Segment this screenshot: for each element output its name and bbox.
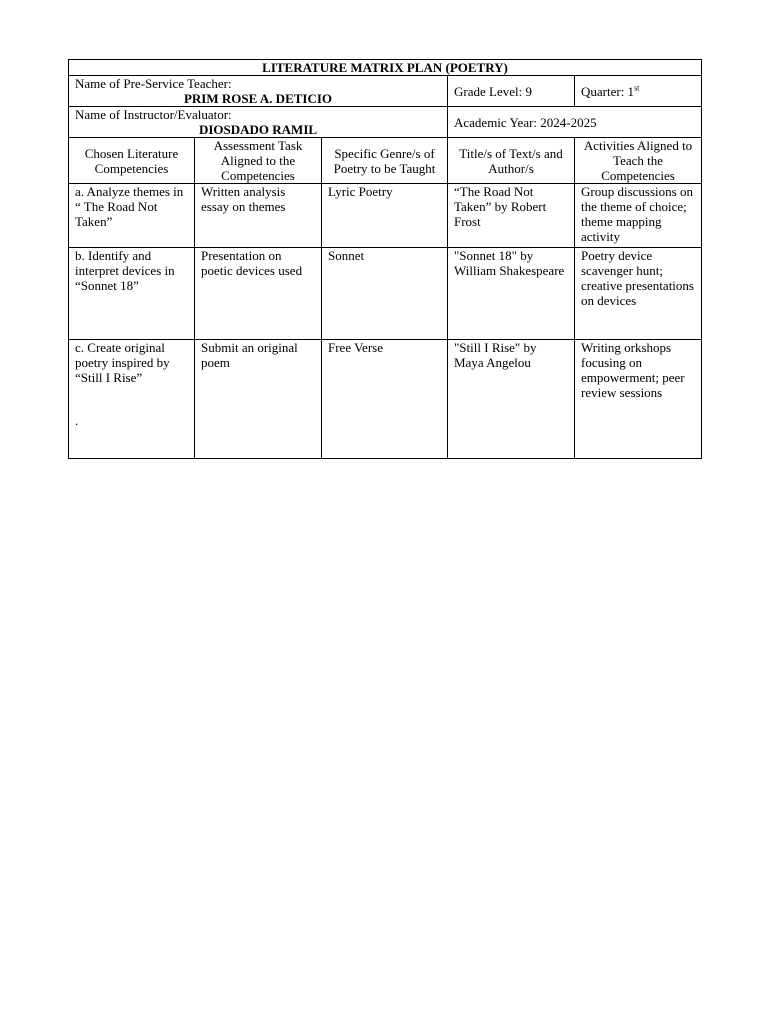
title-row <box>69 60 702 76</box>
competency-cell <box>69 340 195 459</box>
academic-year <box>448 107 702 138</box>
quarter <box>575 76 702 107</box>
assessment-cell: Submit an original poem <box>195 340 322 459</box>
header-row <box>69 138 702 184</box>
activities-cell: Poetry device scavenger hunt; creative presentations on devices <box>575 248 702 340</box>
text-author-cell: “The Road Not Taken” by Robert Frost <box>448 184 575 248</box>
header-competencies: Chosen Literature Competencies <box>69 138 195 184</box>
table-row <box>69 340 702 459</box>
quarter-label: Quarter: 1 <box>581 83 635 99</box>
teacher-cell <box>69 76 448 107</box>
quarter-suffix: st <box>634 83 640 93</box>
instructor-row <box>69 107 702 138</box>
header-activities: Activities Aligned to Teach the Competencies <box>575 138 702 184</box>
activities-cell: Writing orkshops focusing on empowerment; peer review sessions <box>575 340 702 459</box>
instructor-cell <box>69 107 448 138</box>
assessment-cell: Written analysis essay on themes <box>195 184 322 248</box>
genre-cell: Lyric Poetry <box>322 184 448 248</box>
genre-cell: Sonnet <box>322 248 448 340</box>
matrix-title: LITERATURE MATRIX PLAN (POETRY) <box>69 60 702 76</box>
activities-cell: Group discussions on the theme of choice; theme mapping activity <box>575 184 702 248</box>
text-author-cell: "Still I Rise" by Maya Angelou <box>448 340 575 459</box>
teacher-name: PRIM ROSE A. DETICIO <box>183 91 333 106</box>
competency-cell: a. Analyze themes in “ The Road Not Taken” <box>69 184 195 248</box>
academic-year-text: Academic Year: 2024-2025 <box>454 114 597 130</box>
literature-matrix-table <box>68 59 702 459</box>
header-texts: Title/s of Text/s and Author/s <box>448 138 575 184</box>
genre-cell: Free Verse <box>322 340 448 459</box>
assessment-cell: Presentation on poetic devices used <box>195 248 322 340</box>
instructor-name: DIOSDADO RAMIL <box>198 122 318 137</box>
header-genre: Specific Genre/s of Poetry to be Taught <box>322 138 448 184</box>
trailing-period: . <box>75 413 79 428</box>
teacher-label: Name of Pre-Service Teacher: <box>75 76 232 91</box>
grade-level <box>448 76 575 107</box>
grade-level-text: Grade Level: 9 <box>454 83 532 99</box>
header-assessment: Assessment Task Aligned to the Competencies <box>195 138 322 184</box>
teacher-row <box>69 76 702 107</box>
table-row <box>69 248 702 340</box>
competency-cell: b. Identify and interpret devices in “Sonnet 18” <box>69 248 195 340</box>
instructor-label: Name of Instructor/Evaluator: <box>75 107 232 122</box>
competency-text: c. Create original poetry inspired by “Still I Rise” <box>75 340 170 385</box>
text-author-cell: "Sonnet 18" by William Shakespeare <box>448 248 575 340</box>
table-row <box>69 184 702 248</box>
